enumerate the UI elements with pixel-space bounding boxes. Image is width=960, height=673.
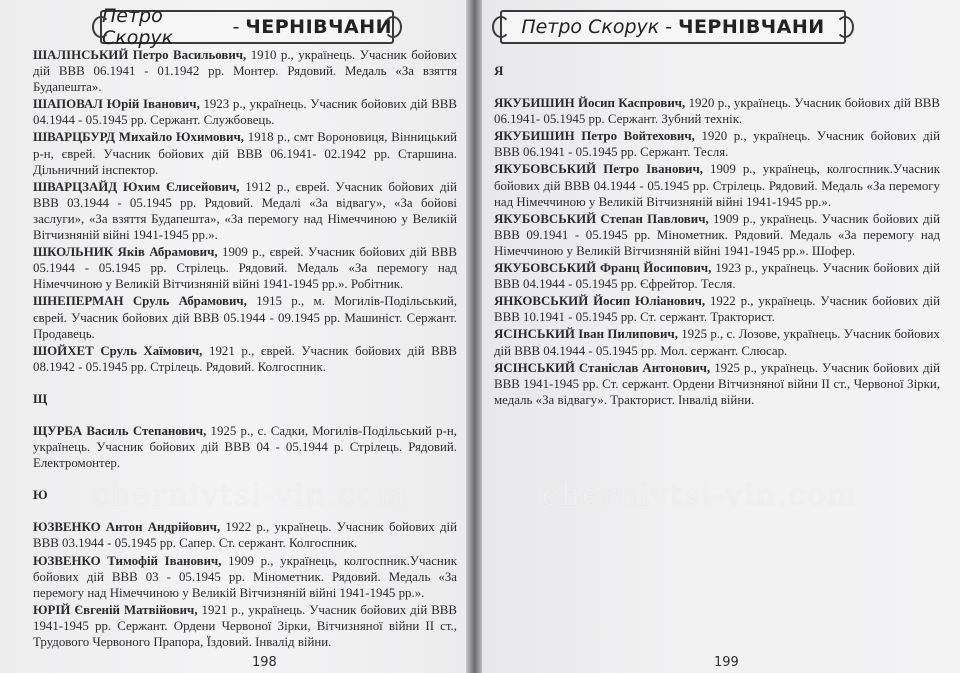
entry-item	[494, 326, 940, 358]
entry-name: ЯКУБИШИН Петро Войтехович,	[494, 129, 695, 144]
entry-text: 1920 р., українець. Учасник бойових дій ВВВ 06.1941- 05.1945 рр. Сержант. Зубний технік.	[494, 96, 941, 127]
entry-name: ШОЙХЕТ Сруль Хаїмович,	[33, 343, 203, 358]
entry-item	[494, 95, 940, 127]
entry-item	[33, 179, 457, 243]
entry-item	[494, 211, 940, 259]
entry-name: ШКОЛЬНИК Яків Абрамович,	[33, 245, 218, 260]
entry-item	[33, 423, 457, 471]
entry-item	[33, 343, 457, 375]
entry-text: 1923 р., українець. Учасник бойових дій ВВВ 04.1944 - 05.1945 рр. Єфрейтор. Тесля.	[494, 261, 940, 292]
entry-name: ЯСІНСЬКИЙ Іван Пилипович,	[494, 327, 678, 342]
page-number: 199	[714, 655, 739, 670]
entry-item	[33, 47, 457, 95]
section-letter: Щ	[33, 390, 48, 406]
entry-text: 1925 р., с. Садки, Могилів-Подільський р-н, українець. Учасник бойових дій ВВВ 04 - 05.1944 р. Стрілець. Рядовий. Електромонтер.	[33, 423, 458, 471]
header-dash: -	[232, 16, 240, 38]
book-gutter	[466, 0, 482, 673]
entry-text: 1910 р., українець. Учасник бойових дій ВВВ 06.1941 - 01.1942 рр. Монтер. Рядовий. Медаль «За взяття Будапешта».	[33, 48, 457, 95]
entry-item	[33, 519, 457, 551]
entry-text: 1922 р., українець. Учасник бойових дій ВВВ 10.1941 - 05.1945 рр. Ст. сержант. Тракторист.	[494, 294, 941, 325]
header-book-title: ЧЕРНІВЧАНИ	[678, 16, 825, 38]
entry-text: 1912 р., єврей. Учасник бойових дій ВВВ 03.1944 - 05.1945 рр. Рядовий. Медалі «За відвагу», «За бойові заслуги», «За взяття Будапешта», «За перемогу над Німеччиною у Великій Вітчизняній війні 1941-1945 рр.».	[33, 179, 457, 243]
left-page	[0, 0, 466, 673]
entry-item	[33, 293, 457, 341]
entry-name: ЯСІНСЬКИЙ Станіслав Антонович,	[494, 360, 711, 375]
entry-item	[494, 161, 940, 209]
entry-list	[33, 47, 457, 651]
entry-item	[494, 360, 940, 408]
entry-name: ШВАРЦБУРД Михайло Юхимович,	[33, 130, 244, 145]
entry-name: ЯНКОВСЬКИЙ Йосип Юліанович,	[494, 294, 706, 309]
entry-item	[494, 293, 940, 325]
entry-list	[494, 47, 940, 409]
header-book-title: ЧЕРНІВЧАНИ	[245, 16, 392, 38]
entry-text: 1918 р., смт Вороновиця, Вінницький р-н, єврей. Учасник бойових дій ВВВ 06.1941- 02.1942 рр. Старшина. Дільничний інспектор.	[33, 130, 457, 177]
page-number: 198	[252, 655, 277, 670]
entry-item	[33, 244, 457, 292]
right-page	[482, 0, 960, 673]
header-author: Петро Скорук	[521, 16, 660, 38]
entry-text: 1925 р., с. Лозове, українець. Учасник бойових дій ВВВ 04.1944 - 05.1945 рр. Мол. сержант. Слюсар.	[494, 327, 940, 358]
section-letter: Ю	[33, 487, 48, 503]
entry-item	[33, 553, 457, 601]
entry-text: 1925 р., українець. Учасник бойових дій ВВВ 1941-1945 рр. Ст. сержант. Ордени Вітчизняної війни ІІ ст., Червоної Зірки, медаль «За відвагу». Тракторист. Інвалід війни.	[494, 360, 941, 407]
entry-text: 1920 р., українець. Учасник бойових дій ВВВ 06.1941 - 05.1945 рр. Сержант. Тесля.	[494, 129, 941, 160]
entry-name: ШАПОВАЛ Юрій Іванович,	[33, 97, 200, 112]
entry-item	[494, 128, 940, 160]
entry-name: ЩУРБА Василь Степанович,	[33, 423, 207, 438]
running-header	[100, 5, 394, 49]
entry-name: ЮЗВЕНКО Тимофій Іванович,	[33, 553, 222, 568]
entry-name: ЯКУБОВСЬКИЙ Степан Павлович,	[494, 211, 709, 226]
entry-name: ШАЛІНСЬКИЙ Петро Васильович,	[33, 48, 247, 62]
entry-text: 1909 р., українець, колгоспник.Учасник бойових дій ВВВ 04.1944 - 05.1945 рр. Стрілець. Рядовий. Медаль «За перемогу над Німеччиною у Великій Вітчизняній війні 1941-1945 рр.».	[494, 162, 940, 209]
entry-text: 1921 р., українець. Учасник бойових дій ВВВ 1941-1945 рр. Сержант. Ордени Червоної Зірки, Вітчизняної війни ІІ ст., Трудового Червоного Прапора, Їздовий. Інвалід війни.	[33, 602, 458, 649]
entry-name: ЯКУБИШИН Йосип Каспрович,	[494, 96, 686, 111]
entry-text: 1909 р., українець. Учасник бойових дій ВВВ 09.1941 - 05.1945 рр. Мінометник. Рядовий. Медаль «За перемогу над Німеччиною у Великій Вітчизняній війні 1941-1945 рр.». Шофер.	[494, 211, 940, 258]
header-author: Петро Скорук	[102, 5, 174, 49]
entry-text: 1915 р., м. Могилів-Подільський, єврей. Учасник бойових дій ВВВ 05.1944 - 09.1945 рр. Машиніст. Сержант. Продавець.	[33, 294, 457, 341]
section-letter: Я	[494, 63, 504, 78]
entry-item	[33, 602, 457, 650]
watermark: chernivtsi-vin.com	[542, 478, 858, 513]
entry-name: ШНЕПЕРМАН Сруль Абрамович,	[33, 294, 247, 309]
header-dash: -	[665, 16, 673, 38]
entry-text: 1909 р., українець, колгоспник.Учасник бойових дій ВВВ 03 - 05.1945 рр. Мінометник. Рядовий. Медаль «За перемогу над Німеччиною у Великій Вітчизняній війні 1941-1945 рр.».	[33, 553, 457, 600]
entry-text: 1909 р., єврей. Учасник бойових дій ВВВ 05.1944 - 05.1945 рр. Стрілець. Рядовий. Медаль «За перемогу над Німеччиною у Великій Вітчизняній війні 1941-1945 рр.». Робітник.	[33, 245, 457, 292]
entry-name: ЯКУБОВСЬКИЙ Франц Йосипович,	[494, 261, 712, 276]
entry-name: ШВАРЦЗАЙД Юхим Єлисейович,	[33, 179, 240, 194]
entry-item	[494, 260, 940, 292]
entry-item	[33, 129, 457, 177]
entry-name: ЮРІЙ Євгеній Матвійович,	[33, 602, 198, 617]
entry-name: ЯКУБОВСЬКИЙ Петро Іванович,	[494, 162, 703, 177]
entry-text: 1921 р., єврей. Учасник бойових дій ВВВ 08.1942 - 05.1945 рр. Стрілець. Рядовий. Колгоспник.	[33, 343, 457, 374]
entry-text: 1923 р., українець. Учасник бойових дій ВВВ 04.1944 - 05.1945 рр. Сержант. Службовець.	[33, 97, 457, 128]
entry-name: ЮЗВЕНКО Антон Андрійович,	[33, 520, 221, 535]
watermark: chernivtsi-vin.com	[92, 478, 408, 513]
entry-item	[33, 96, 457, 128]
running-header	[500, 10, 846, 44]
entry-text: 1922 р., українець. Учасник бойових дій ВВВ 03.1944 - 05.1945 рр. Сапер. Ст. сержант. Колгоспник.	[33, 520, 457, 551]
